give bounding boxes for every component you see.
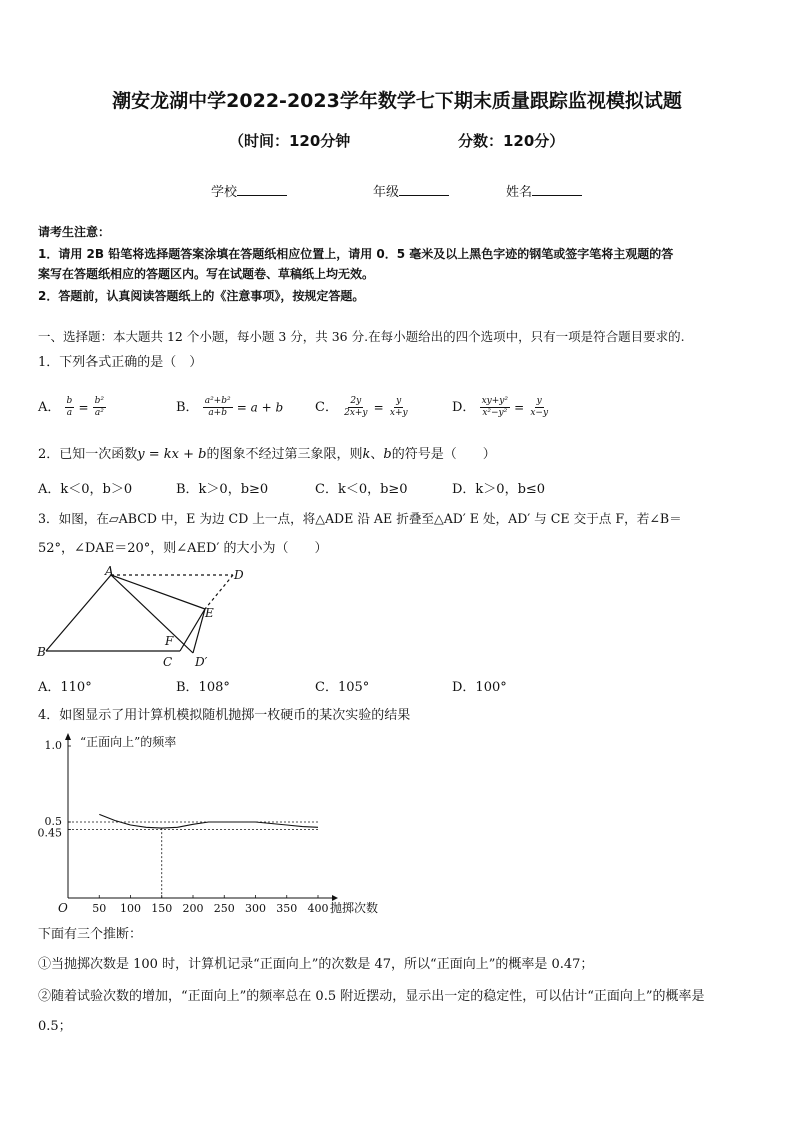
- y-axis-arrow: [65, 733, 71, 740]
- label-d: D: [234, 568, 244, 582]
- q2-stem: [38, 444, 496, 466]
- frequency-series-line: [99, 814, 318, 828]
- label-e: E: [205, 606, 214, 620]
- school-field: [211, 181, 287, 200]
- q1-option-a[interactable]: [38, 388, 106, 419]
- x-tick-label: 150: [151, 902, 173, 915]
- q1-d-den2: x−y: [530, 408, 549, 418]
- school-label: 学校: [211, 185, 238, 200]
- x-tick-label: 250: [213, 902, 235, 915]
- q3-option-b[interactable]: B．108°: [176, 680, 230, 695]
- q1-d-den1: x²−y²: [482, 408, 508, 418]
- q3-option-a[interactable]: A．110°: [38, 680, 92, 695]
- x-tick-label: 350: [276, 902, 298, 915]
- q2-stem-b: 的图象不经过第三象限，则: [206, 447, 363, 462]
- x-tick-label: 200: [182, 902, 204, 915]
- edge-ab: [46, 575, 111, 651]
- q3-option-c[interactable]: C．105°: [315, 680, 370, 695]
- grade-label: 年级: [373, 185, 400, 200]
- q1-c-label: C．: [315, 400, 338, 415]
- school-blank: [237, 183, 287, 196]
- q1-a-label: A．: [38, 400, 61, 415]
- notice-heading: 请考生注意：: [38, 225, 111, 239]
- q4-inference-intro: 下面有三个推断：: [38, 927, 143, 942]
- fold-ae: [111, 575, 205, 609]
- q4-inference-1: ①当抛掷次数是 100 时，计算机记录“正面向上”的次数是 47，所以“正面向上”的概率是 0.47；: [38, 957, 594, 972]
- q1-b-num1: a²+b²: [204, 396, 231, 406]
- q2-option-a[interactable]: A．k＜0，b＞0: [38, 482, 133, 497]
- grade-blank: [399, 183, 449, 196]
- q1-option-c[interactable]: [315, 388, 410, 419]
- grade-field: [373, 181, 449, 200]
- label-b: B: [37, 645, 46, 659]
- q3-option-d[interactable]: D．100°: [452, 680, 507, 695]
- x-axis-label: 抛掷次数: [330, 901, 379, 915]
- q1-c-den2: x+y: [389, 408, 408, 418]
- q1-d-eq: =: [514, 400, 525, 415]
- q2-sep: 、: [370, 447, 384, 462]
- x-tick-label: 100: [120, 902, 141, 915]
- q2-k: k: [362, 447, 371, 462]
- q2-option-b[interactable]: B．k＞0，b≥0: [176, 482, 269, 497]
- q1-b-label: B．: [176, 400, 199, 415]
- section-heading: 一、选择题：本大题共 12 个小题，每小题 3 分，共 36 分.在每小题给出的四个选项中，只有一项是符合题目要求的.: [38, 329, 685, 344]
- x-tick-label: 300: [245, 902, 266, 915]
- q1-a-eq: =: [78, 400, 89, 415]
- exam-time: （时间：120分钟: [229, 132, 351, 150]
- y-tick-label: 0.5: [44, 815, 62, 828]
- q3-line-1: 3．如图，在▱ABCD 中，E 为边 CD 上一点，将△ADE 沿 AE 折叠至△AD′ E 处，AD′ 与 CE 交于点 F，若∠B＝: [38, 511, 682, 526]
- frequency-chart: [30, 728, 400, 920]
- q1-a-den1: a: [66, 408, 73, 418]
- y-tick-label: 0.45: [37, 826, 62, 840]
- notice-line-1a: 1．请用 2B 铅笔将选择题答案涂填在答题纸相应位置上，请用 0．5 毫米及以上黑色字迹的钢笔或签字笔将主观题的答: [38, 247, 674, 261]
- notice-line-1b: 案写在答题纸相应的答题区内。写在试题卷、草稿纸上均无效。: [38, 267, 375, 281]
- dashed-de: [205, 575, 233, 609]
- q4-stem: 4．如图显示了用计算机模拟随机抛掷一枚硬币的某次实验的结果: [38, 708, 411, 723]
- q1-c-den1: 2x+y: [344, 408, 368, 418]
- q1-a-den2: a²: [94, 408, 104, 418]
- q2-option-d[interactable]: D．k＞0，b≤0: [452, 482, 546, 497]
- q3-line-2: 52°，∠DAE＝20°，则∠AED′ 的大小为（ ）: [38, 541, 328, 556]
- q1-b-den1: a+b: [208, 408, 227, 418]
- q1-b-rhs: = a + b: [236, 400, 284, 415]
- q4-inference-2b: 0.5；: [38, 1019, 72, 1034]
- q2-option-c[interactable]: C．k＜0，b≥0: [315, 482, 408, 497]
- exam-score: 分数：120分）: [458, 132, 565, 150]
- page-title: 潮安龙湖中学2022-2023学年数学七下期末质量跟踪监视模拟试题: [112, 90, 682, 112]
- y-axis-label: “正面向上”的频率: [80, 735, 177, 749]
- q1-d-label: D．: [452, 400, 476, 415]
- q2-function: y = kx + b: [137, 447, 207, 462]
- q1-c-num2: y: [396, 396, 402, 406]
- segment-d-prime-e: [193, 609, 205, 653]
- name-field: [506, 181, 582, 200]
- q1-a-num2: b²: [94, 396, 105, 406]
- q1-option-d[interactable]: [452, 388, 550, 419]
- q1-c-eq: =: [373, 400, 384, 415]
- label-a: A: [105, 565, 114, 578]
- q1-stem: 1．下列各式正确的是（ ）: [38, 355, 203, 370]
- notice-line-2: 2．答题前，认真阅读答题纸上的《注意事项》，按规定答题。: [38, 289, 365, 303]
- q1-a-num1: b: [66, 396, 73, 406]
- origin-label: O: [58, 901, 68, 915]
- parallelogram-figure: [35, 565, 265, 673]
- q4-inference-2a: ②随着试验次数的增加，“正面向上”的频率总在 0.5 附近摆动，显示出一定的稳定性，可以估计“正面向上”的概率是: [38, 989, 705, 1004]
- label-c: C: [163, 655, 173, 669]
- x-tick-label: 400: [307, 902, 329, 915]
- q2-b: b: [383, 447, 392, 462]
- q2-stem-d: 的符号是（ ）: [391, 447, 496, 462]
- x-tick-label: 50: [92, 902, 107, 915]
- q1-d-num2: y: [536, 396, 542, 406]
- segment-ad-prime: [111, 575, 193, 653]
- label-d-prime: D′: [195, 655, 208, 669]
- name-blank: [532, 183, 582, 196]
- q2-stem-a: 2．已知一次函数: [38, 447, 138, 462]
- name-label: 姓名: [506, 185, 533, 200]
- q1-d-num1: xy+y²: [481, 396, 508, 406]
- q1-c-num1: 2y: [350, 396, 362, 406]
- q1-option-b[interactable]: [176, 388, 283, 419]
- y-tick-label: 1.0: [44, 739, 62, 752]
- label-f: F: [165, 634, 174, 648]
